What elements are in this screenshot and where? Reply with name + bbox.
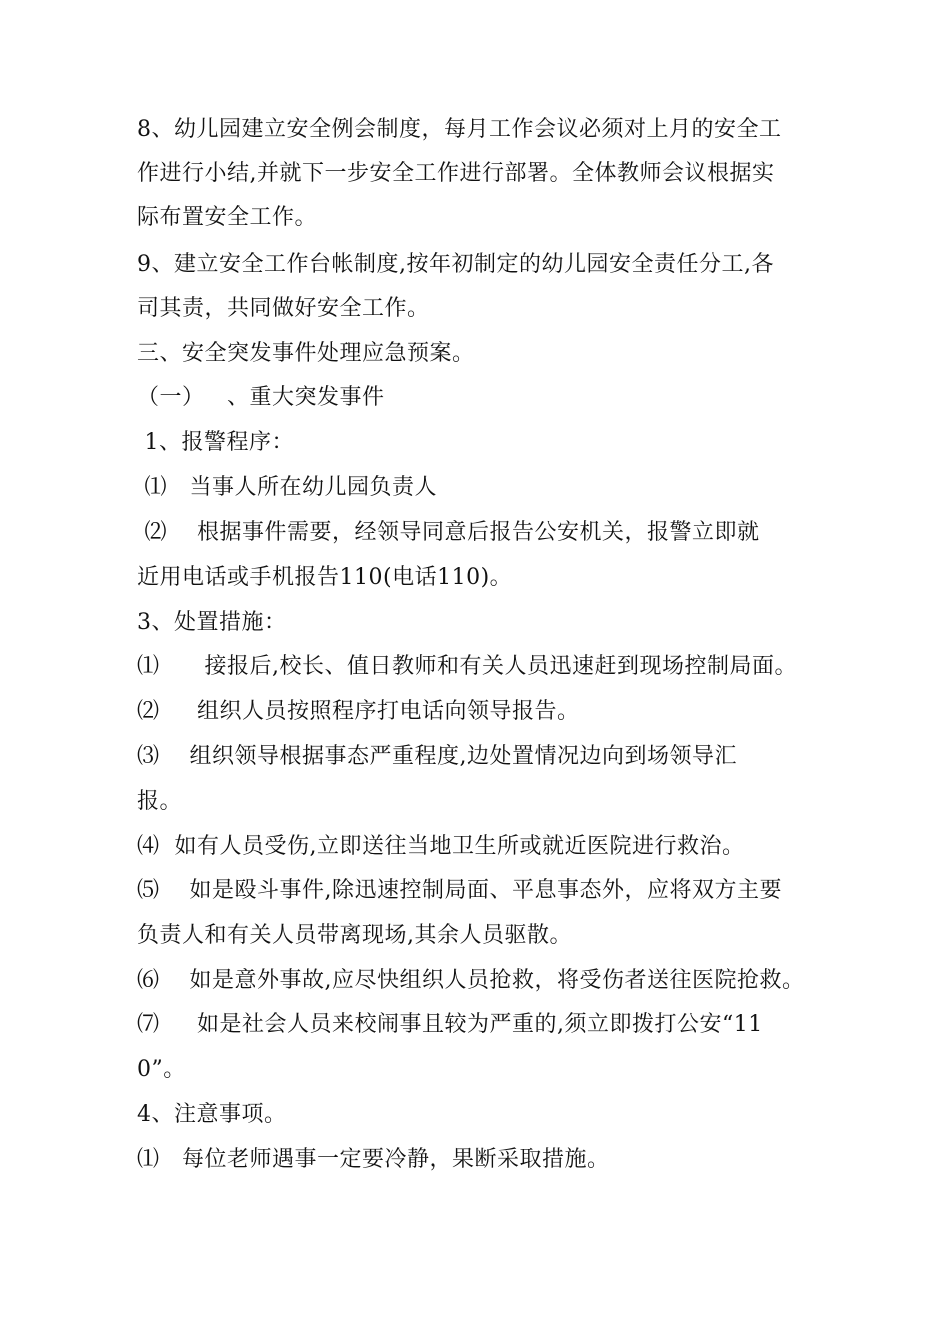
text-line-7: （一） 、重大突发事件 <box>137 385 385 410</box>
text-line-10: ⑵ 根据事件需要，经领导同意后报告公安机关，报警立即就 <box>137 520 760 545</box>
text-line-15: ⑶ 组织领导根据事态严重程度,边处置情况边向到场领导汇 <box>137 744 737 769</box>
text-line-14: ⑵ 组织人员按照程序打电话向领导报告。 <box>137 699 580 724</box>
text-line-17: ⑷ 如有人员受伤,立即送往当地卫生所或就近医院进行救治。 <box>137 834 745 859</box>
text-line-2: 作进行小结,并就下一步安全工作进行部署。全体教师会议根据实 <box>137 161 775 186</box>
text-line-16: 报。 <box>137 789 183 814</box>
text-line-12: 3、处置措施： <box>137 610 287 635</box>
text-line-24: ⑴ 每位老师遇事一定要冷静，果断采取措施。 <box>137 1147 610 1172</box>
text-line-4: 9、建立安全工作台帐制度,按年初制定的幼儿园安全责任分工,各 <box>137 252 774 277</box>
text-line-11: 近用电话或手机报告110(电话110)。 <box>137 565 513 590</box>
text-line-23: 4、注意事项。 <box>137 1102 287 1127</box>
text-line-1: 8、幼儿园建立安全例会制度，每月工作会议必须对上月的安全工 <box>137 117 782 142</box>
text-line-19: 负责人和有关人员带离现场,其余人员驱散。 <box>137 923 572 948</box>
text-line-20: ⑹ 如是意外事故,应尽快组织人员抢救，将受伤者送往医院抢救。 <box>137 968 805 993</box>
text-line-6: 三、安全突发事件处理应急预案。 <box>137 341 475 366</box>
text-line-9: ⑴ 当事人所在幼儿园负责人 <box>137 475 437 500</box>
text-line-13: ⑴ 接报后,校长、值日教师和有关人员迅速赶到现场控制局面。 <box>137 654 797 679</box>
text-line-22: 0”。 <box>137 1057 186 1082</box>
text-line-3: 际布置安全工作。 <box>137 205 318 230</box>
text-line-8: 1、报警程序： <box>137 430 294 455</box>
text-line-5: 司其责，共同做好安全工作。 <box>137 296 430 321</box>
text-line-18: ⑸ 如是殴斗事件,除迅速控制局面、平息事态外，应将双方主要 <box>137 878 782 903</box>
text-line-21: ⑺ 如是社会人员来校闹事且较为严重的,须立即拨打公安“11 <box>137 1012 763 1037</box>
